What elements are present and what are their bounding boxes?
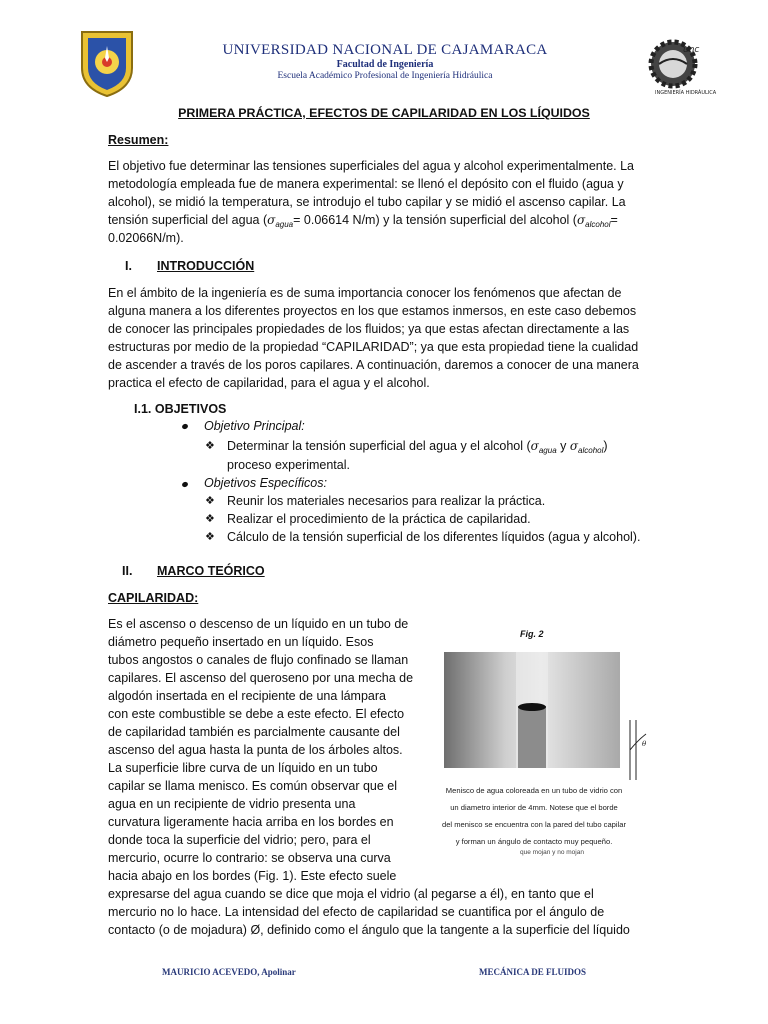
capilaridad-line: con este combustible se debe a este efecto. El efecto xyxy=(108,707,405,721)
sigma-symbol: σ xyxy=(569,439,579,453)
sigma-symbol: σ xyxy=(267,213,276,227)
intro-line: En el ámbito de la ingeniería es de suma importancia conocer los fenómenos que afectan de xyxy=(108,286,622,300)
objetivo-principal-label: Objetivo Principal: xyxy=(204,419,305,433)
footer-course: MECÁNICA DE FLUIDOS xyxy=(479,967,587,977)
capilaridad-full-line: contacto (o de mojadura) Ø, definido como el ángulo que la tangente a la superficie del líquido xyxy=(108,923,630,937)
objetivos-especificos-label: Objetivos Específicos: xyxy=(204,476,327,490)
university-name: UNIVERSIDAD NACIONAL DE CAJAMARACA xyxy=(222,42,548,58)
bullet-icon xyxy=(181,481,188,488)
figure-caption-tail: que mojan y no mojan xyxy=(520,849,584,856)
caption-line: del menisco se encuentra con la pared del tubo capilar xyxy=(441,820,627,829)
bullet-icon xyxy=(181,423,188,430)
capilaridad-line: capilares. El ascenso del queroseno por una mecha de xyxy=(108,671,414,685)
resumen-text: = xyxy=(610,213,618,227)
diamond-bullet-icon: ❖ xyxy=(205,513,215,525)
capilaridad-line: La superficie libre curva de un líquido en un tubo xyxy=(108,761,378,775)
intro-line: de conocer las principales propiedades de los fluidos; ya que estas afectan directamente a las xyxy=(108,322,630,336)
subscript-agua: agua xyxy=(538,446,557,455)
svg-text:INGENIERÍA HIDRÁULICA: INGENIERÍA HIDRÁULICA xyxy=(655,90,717,96)
unc-gear-logo-icon xyxy=(645,34,717,98)
capilaridad-line: tubos angostos o canales de flujo confinado se llaman xyxy=(108,653,409,667)
section-heading-marco-teorico: MARCO TEÓRICO xyxy=(157,564,265,578)
svg-text:θ: θ xyxy=(642,740,647,748)
resumen-text: = 0.06614 N/m) y la tensión superficial del alcohol ( xyxy=(293,213,577,227)
figure-label: Fig. 2 xyxy=(520,629,544,639)
capilaridad-heading: CAPILARIDAD: xyxy=(108,591,199,605)
caption-line: un diametro interior de 4mm. Notese que el borde xyxy=(450,803,618,812)
capilaridad-line: ascenso del agua hasta la punta de los árboles altos. xyxy=(108,743,403,757)
capilaridad-full-line: mercurio no lo hace. La intensidad del efecto de capilaridad se cuantifica por el ángulo de xyxy=(108,905,605,919)
capilaridad-line: agua en un recipiente de vidrio presenta una xyxy=(108,797,356,811)
document-title: PRIMERA PRÁCTICA, EFECTOS DE CAPILARIDAD EN LOS LÍQUIDOS xyxy=(178,106,590,120)
capilaridad-full-line: expresarse del agua cuando se dice que moja el vidrio (al pegarse a él), en tanto que el xyxy=(108,887,594,901)
resumen-line-1: El objetivo fue determinar las tensiones superficiales del agua y alcohol experimentalmente. La xyxy=(108,159,634,173)
intro-line: estructuras por medio de la propiedad “CAPILARIDAD”; ya que esta propiedad tiene la cualidad xyxy=(108,340,639,354)
objetivo-especifico-item: Cálculo de la tensión superficial de los diferentes líquidos (agua y alcohol). xyxy=(227,530,641,544)
caption-line: y forman un ángulo de contacto muy pequeño. xyxy=(455,837,613,846)
capilaridad-line: de capilaridad también es parcialmente causante del xyxy=(108,725,400,739)
capilaridad-line: hacia abajo en los bordes (Fig. 1). Este efecto suele xyxy=(108,869,397,883)
objetivo-especifico-item: Realizar el procedimiento de la práctica de capilaridad. xyxy=(227,512,531,526)
faculty-name: Facultad de Ingeniería xyxy=(336,59,434,70)
intro-line: practica el efecto de capilaridad, para el agua y el alcohol. xyxy=(108,376,430,390)
capilaridad-line: diámetro pequeño insertado en un líquido. Esos xyxy=(108,635,374,649)
resumen-line-4 xyxy=(108,211,668,234)
sigma-symbol: σ xyxy=(530,439,539,453)
meniscus-photo xyxy=(444,652,620,768)
resumen-line-2: metodología empleada fue de manera experimental: se llenó el depósito con el fluido (agua y xyxy=(108,177,624,191)
objetivos-heading: I.1. OBJETIVOS xyxy=(134,402,227,416)
footer-author: MAURICIO ACEVEDO, Apolinar xyxy=(162,967,296,977)
objetivo-especifico-item: Reunir los materiales necesarios para realizar la práctica. xyxy=(227,494,546,508)
sigma-symbol: σ xyxy=(576,213,586,227)
subscript-agua: agua xyxy=(275,220,294,229)
capilaridad-line: curvatura ligeramente hacia arriba en los bordes en xyxy=(108,815,394,829)
resumen-line-3: alcohol), se midió la temperatura, se introdujo el tubo capilar y se midió el ascenso capilar. La xyxy=(108,195,626,209)
caption-line: Menisco de agua coloreada en un tubo de vidrio con xyxy=(445,786,623,795)
section-number: I. xyxy=(125,259,132,273)
diamond-bullet-icon: ❖ xyxy=(205,495,215,507)
capilaridad-line: mercurio, ocurre lo contrario: se observa una curva xyxy=(108,851,391,865)
school-name: Escuela Académico Profesional de Ingeniería Hidráulica xyxy=(277,71,493,81)
resumen-text: tensión superficial del agua ( xyxy=(108,213,268,227)
capilaridad-line: capilar se llama menisco. Es común observar que el xyxy=(108,779,398,793)
objetivo-principal-line-2: proceso experimental. xyxy=(227,458,350,472)
figure-caption xyxy=(434,782,634,850)
section-number: II. xyxy=(122,564,133,578)
university-crest-icon xyxy=(78,28,136,98)
capilaridad-line: donde toca la superficie del vidrio; pero, para el xyxy=(108,833,371,847)
objetivo-text: ) xyxy=(603,439,608,453)
contact-angle-sketch xyxy=(620,720,660,780)
section-heading-introduccion: INTRODUCCIÓN xyxy=(157,259,255,273)
resumen-heading: Resumen: xyxy=(108,133,169,147)
svg-text:unc: unc xyxy=(683,45,700,55)
objetivo-text: y xyxy=(556,439,570,453)
intro-line: de ascender a través de los poros capilares. A continuación, daremos a conocer de una manera xyxy=(108,358,639,372)
capilaridad-line: Es el ascenso o descenso de un líquido en un tubo de xyxy=(108,617,409,631)
diamond-bullet-icon: ❖ xyxy=(205,531,215,543)
capilaridad-line: algodón insertada en el recipiente de una lámpara xyxy=(108,689,386,703)
resumen-line-5: 0.02066N/m). xyxy=(108,231,184,245)
subscript-alcohol: alcohol xyxy=(578,446,604,455)
subscript-alcohol: alcohol xyxy=(585,220,611,229)
objetivo-text: Determinar la tensión superficial del agua y el alcohol ( xyxy=(227,439,531,453)
intro-line: alguna manera a los diferentes proyectos en los que estamos inmersos, en este caso debemos xyxy=(108,304,637,318)
diamond-bullet-icon: ❖ xyxy=(205,440,215,452)
